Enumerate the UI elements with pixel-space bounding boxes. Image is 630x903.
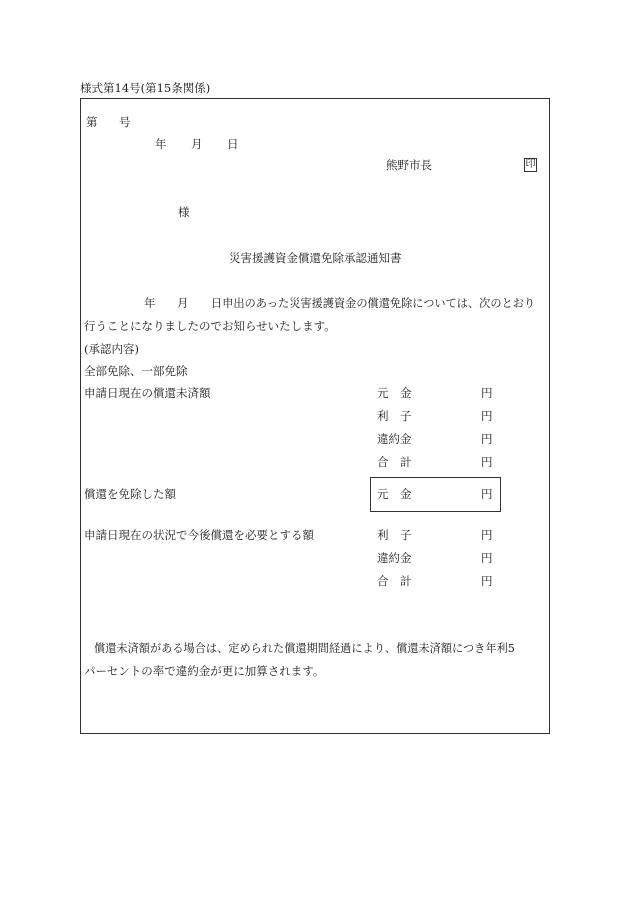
note-line-1: 償還未済額がある場合は、定められた償還期間経過により、償還未済額につき年利5 [94,642,515,655]
section-label: (承認内容) [84,342,139,356]
addressee-suffix: 様 [178,205,190,219]
unpaid-interest-label: 利 子 [377,409,412,423]
body-year: 年 [144,296,156,310]
doc-number-prefix: 第 [86,115,98,129]
note-line-2: パーセントの率で違約金が更に加算されます。 [84,664,325,678]
future-interest-label: 利 子 [377,528,412,542]
form-frame [80,98,550,734]
form-number: 様式第14号(第15条関係) [80,81,211,95]
unpaid-penalty-label: 違約金 [377,432,412,446]
unpaid-total-yen: 円 [481,455,493,469]
seal-mark: 印 [525,159,536,170]
date-day: 日 [227,137,239,151]
doc-number-suffix: 号 [119,115,131,129]
date-month: 月 [191,137,203,151]
unpaid-total-label: 合 計 [377,455,412,469]
body-line-1: 日申出のあった災害援護資金の償還免除については、次のとおり [211,297,536,310]
exemption-type: 全部免除、一部免除 [84,364,188,378]
future-total-yen: 円 [481,574,493,588]
issuer-name: 熊野市長 [386,158,432,172]
waived-principal-yen: 円 [481,487,493,501]
future-total-label: 合 計 [377,574,412,588]
unpaid-principal-yen: 円 [481,386,493,400]
future-penalty-label: 違約金 [377,551,412,565]
waived-principal-label: 元 金 [377,487,412,501]
unpaid-penalty-yen: 円 [481,432,493,446]
waived-label: 償還を免除した額 [84,487,176,501]
future-penalty-yen: 円 [481,551,493,565]
unpaid-label: 申請日現在の償還未済額 [84,386,211,400]
body-line-2: 行うことになりましたのでお知らせいたします。 [84,319,336,333]
document-title: 災害援護資金償還免除承認通知書 [229,251,402,265]
unpaid-principal-label: 元 金 [377,386,412,400]
body-month: 月 [177,296,189,310]
future-label: 申請日現在の状況で今後償還を必要とする額 [84,528,314,542]
date-year: 年 [155,137,167,151]
unpaid-interest-yen: 円 [481,409,493,423]
future-interest-yen: 円 [481,528,493,542]
